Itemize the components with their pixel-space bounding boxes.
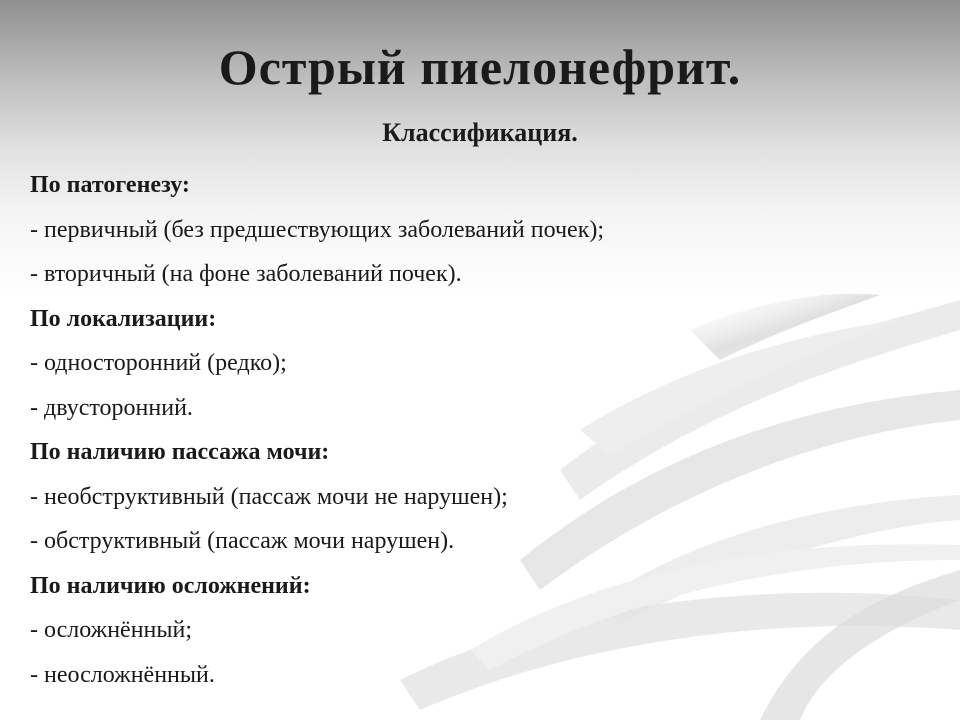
list-item: - неосложнённый.: [30, 661, 215, 688]
section-heading-urine-passage: По наличию пассажа мочи:: [30, 439, 330, 465]
list-item: - осложнённый;: [30, 617, 193, 643]
list-item: - двусторонний.: [30, 394, 193, 421]
slide-title: Острый пиелонефрит.: [218, 39, 742, 95]
list-item: - первичный (без предшествующих заболеваний почек);: [30, 216, 605, 243]
list-item: - вторичный (на фоне заболеваний почек).: [30, 261, 462, 287]
section-heading-localization: По локализации:: [30, 305, 217, 332]
slide-subtitle: Классификация.: [382, 118, 578, 147]
list-item: - необструктивный (пассаж мочи не нарушен);: [30, 483, 508, 510]
section-heading-complications: По наличию осложнений:: [30, 572, 311, 599]
section-heading-pathogenesis: По патогенезу:: [30, 172, 190, 198]
list-item: - обструктивный (пассаж мочи нарушен).: [30, 528, 455, 554]
classification-list: [30, 165, 930, 699]
list-item: - односторонний (редко);: [30, 350, 287, 376]
